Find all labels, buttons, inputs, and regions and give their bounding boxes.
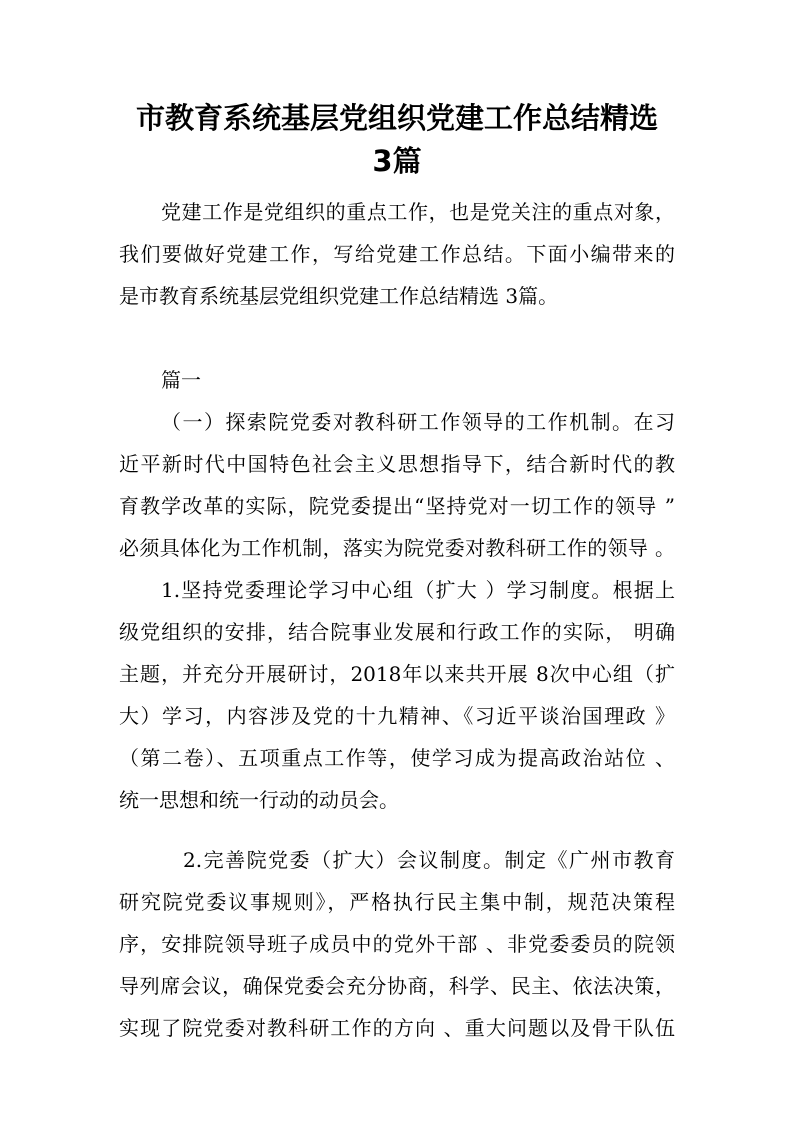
section-heading: 篇一 — [161, 368, 201, 392]
paragraph-line: 级党组织的安排，结合院事业发展和行政工作的实际， 明确 — [119, 620, 675, 644]
paragraph-line: （第二卷）、五项重点工作等，使学习成为提高政治站位 、 — [119, 746, 675, 770]
paragraph-line: 大）学习，内容涉及党的十九精神、《习近平谈治国理政 》 — [119, 704, 675, 728]
paragraph-line: 实现了院党委对教科研工作的方向 、重大问题以及骨干队伍 — [119, 1016, 675, 1040]
paragraph-line: 近平新时代中国特色社会主义思想指导下，结合新时代的教 — [119, 452, 675, 476]
paragraph-line: 主题，并充分开展研讨，2018年以来共开展 8次中心组（扩 — [119, 662, 675, 686]
document-title-continued: 3篇 — [372, 144, 422, 178]
paragraph-line: 统一思想和统一行动的动员会。 — [119, 788, 399, 812]
paragraph-line: 序，安排院领导班子成员中的党外干部 、非党委委员的院领 — [119, 932, 675, 956]
paragraph-line: （一）探索院党委对教科研工作领导的工作机制。在习 — [161, 410, 675, 434]
intro-line: 党建工作是党组织的重点工作，也是党关注的重点对象， — [161, 200, 675, 224]
intro-line: 是市教育系统基层党组织党建工作总结精选 3篇。 — [119, 284, 559, 308]
paragraph-line: 导列席会议，确保党委会充分协商，科学、民主、依法决策， — [119, 974, 675, 998]
paragraph-line: 育教学改革的实际，院党委提出“坚持党对一切工作的领导 ” — [119, 494, 675, 518]
paragraph-line: 必须具体化为工作机制，落实为院党委对教科研工作的领导 。 — [119, 536, 675, 560]
paragraph-line: 2.完善院党委（扩大）会议制度。制定《广州市教育 — [183, 848, 675, 872]
intro-line: 我们要做好党建工作，写给党建工作总结。下面小编带来的 — [119, 242, 675, 266]
document-title: 市教育系统基层党组织党建工作总结精选 — [135, 101, 658, 135]
paragraph-line: 研究院党委议事规则》，严格执行民主集中制，规范决策程 — [119, 890, 675, 914]
paragraph-line: 1.坚持党委理论学习中心组（扩大 ）学习制度。根据上 — [161, 578, 675, 602]
